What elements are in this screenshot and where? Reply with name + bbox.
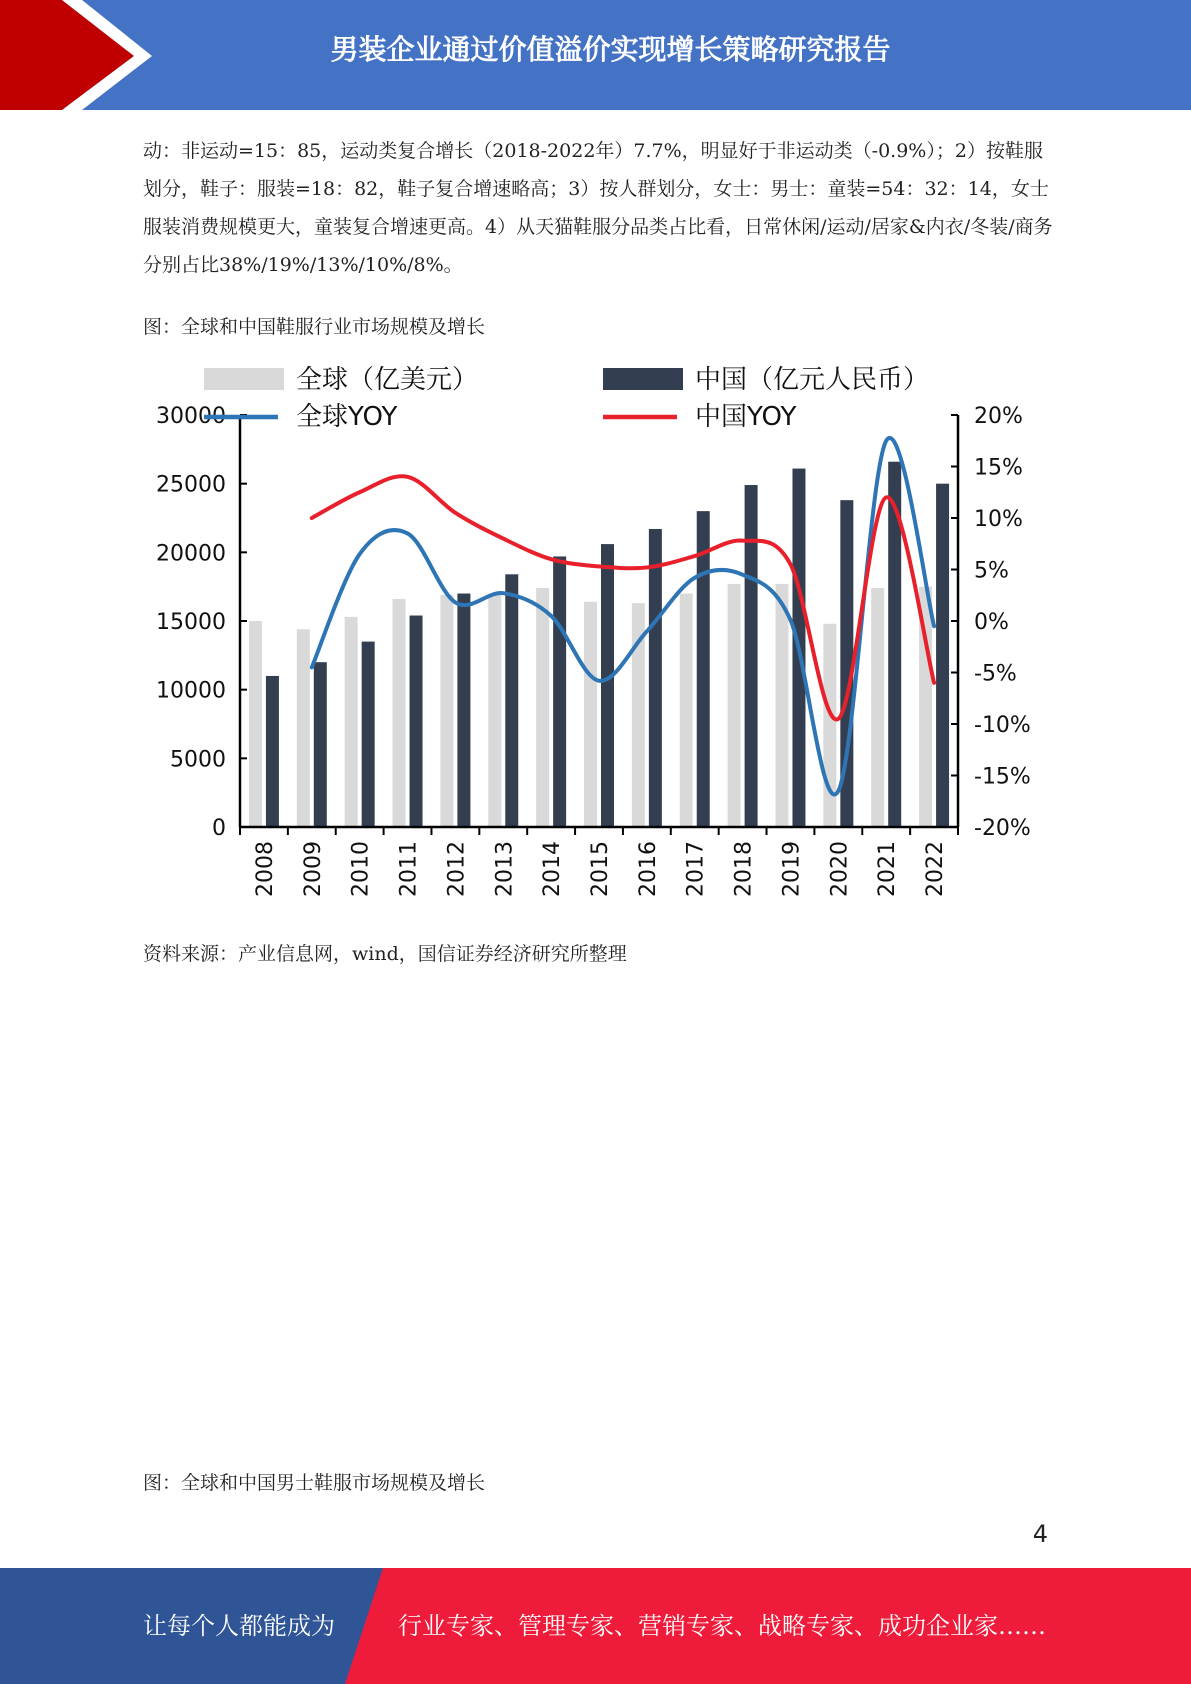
left-tick-label-15000: 15000 [156, 610, 226, 635]
body-paragraph: 动：非运动=15：85，运动类复合增长（2018-2022年）7.7%，明显好于非运动类（-0.9%）；2）按鞋服划分，鞋子：服装=18：82，鞋子复合增速略高；3）按人群划分，女士：男士：童装=54：32：14，女士服装消费规模更大，童装复合增速更高。4）从天猫鞋服分品类占比看，日常休闲/运动/居家&内衣/冬装/商务分别占比38%/19%/13%/10%/8%。 [143, 140, 1053, 276]
bar-china-2008 [266, 676, 279, 827]
footer-slogan-right: 行业专家、管理专家、营销专家、战略专家、成功企业家…… [398, 1612, 1046, 1640]
figure1-caption: 图：全球和中国鞋服行业市场规模及增长 [143, 316, 486, 338]
bar-global-2012 [440, 595, 453, 827]
bar-china-2022 [936, 484, 949, 827]
right-tick-label-20%: 20% [974, 404, 1023, 429]
bar-china-2014 [553, 556, 566, 827]
right-tick-label-10%: 10% [974, 507, 1023, 532]
right-tick-label--10%: -10% [974, 713, 1031, 738]
chart-svg [140, 360, 1060, 920]
left-tick-label-5000: 5000 [170, 747, 226, 773]
x-tick-label-2014: 2014 [540, 841, 566, 897]
left-tick-label-30000: 30000 [156, 404, 226, 429]
left-tick-label-0: 0 [212, 816, 226, 841]
legend-swatch-1 [603, 368, 683, 390]
x-tick-label-2020: 2020 [827, 841, 853, 897]
bar-china-2012 [457, 594, 470, 827]
x-tick-label-2013: 2013 [492, 841, 518, 897]
bar-global-2014 [536, 588, 549, 827]
bar-china-2010 [362, 642, 375, 827]
bar-china-2011 [410, 616, 423, 827]
x-tick-label-2009: 2009 [300, 841, 326, 897]
x-tick-label-2022: 2022 [923, 841, 949, 897]
legend-label-1: 中国（亿元人民币） [695, 365, 930, 395]
bar-china-2015 [601, 544, 614, 827]
x-tick-label-2021: 2021 [875, 841, 901, 897]
bar-china-2017 [697, 511, 710, 827]
bar-global-2010 [345, 617, 358, 827]
right-tick-label-15%: 15% [974, 455, 1023, 481]
right-tick-label-0%: 0% [974, 610, 1009, 635]
bar-global-2015 [584, 602, 597, 827]
page-footer [0, 1568, 1191, 1684]
x-tick-label-2016: 2016 [635, 841, 661, 897]
report-title: 男装企业通过价值溢价实现增长策略研究报告 [330, 33, 891, 66]
page-header [0, 0, 1191, 110]
legend-label-0: 全球（亿美元） [296, 365, 479, 395]
x-tick-label-2018: 2018 [731, 841, 757, 897]
right-tick-label--20%: -20% [974, 816, 1031, 841]
footer-slogan-left: 让每个人都能成为 [143, 1612, 335, 1640]
x-tick-label-2011: 2011 [396, 841, 422, 897]
bar-global-2009 [297, 629, 310, 827]
left-tick-label-20000: 20000 [156, 541, 226, 567]
legend-label-3: 中国YOY [695, 402, 797, 432]
x-tick-label-2008: 2008 [252, 841, 278, 897]
x-tick-label-2010: 2010 [348, 841, 374, 897]
x-tick-label-2017: 2017 [683, 841, 709, 897]
bar-global-2018 [728, 584, 741, 827]
bar-global-2021 [871, 588, 884, 827]
left-tick-label-10000: 10000 [156, 678, 226, 704]
bar-global-2008 [249, 621, 262, 827]
right-tick-label-5%: 5% [974, 558, 1009, 584]
market-size-chart [140, 360, 1060, 920]
figure2-caption: 图：全球和中国男士鞋服市场规模及增长 [143, 1472, 486, 1494]
bar-global-2017 [680, 594, 693, 827]
bar-china-2013 [505, 574, 518, 827]
page-number: 4 [1032, 1520, 1048, 1548]
bar-china-2018 [745, 485, 758, 827]
bar-china-2009 [314, 662, 327, 827]
figure1-source: 资料来源：产业信息网，wind，国信证券经济研究所整理 [143, 943, 627, 965]
bar-global-2019 [775, 584, 788, 827]
x-tick-label-2015: 2015 [588, 841, 613, 897]
bar-china-2016 [649, 529, 662, 827]
x-tick-label-2019: 2019 [779, 841, 805, 897]
legend-label-2: 全球YOY [296, 402, 398, 432]
left-tick-label-25000: 25000 [156, 472, 226, 498]
bar-global-2011 [393, 599, 406, 827]
bar-global-2013 [488, 594, 501, 827]
right-tick-label--5%: -5% [974, 661, 1017, 687]
legend-swatch-0 [204, 368, 284, 390]
right-tick-label--15%: -15% [974, 764, 1031, 790]
x-tick-label-2012: 2012 [444, 841, 470, 897]
